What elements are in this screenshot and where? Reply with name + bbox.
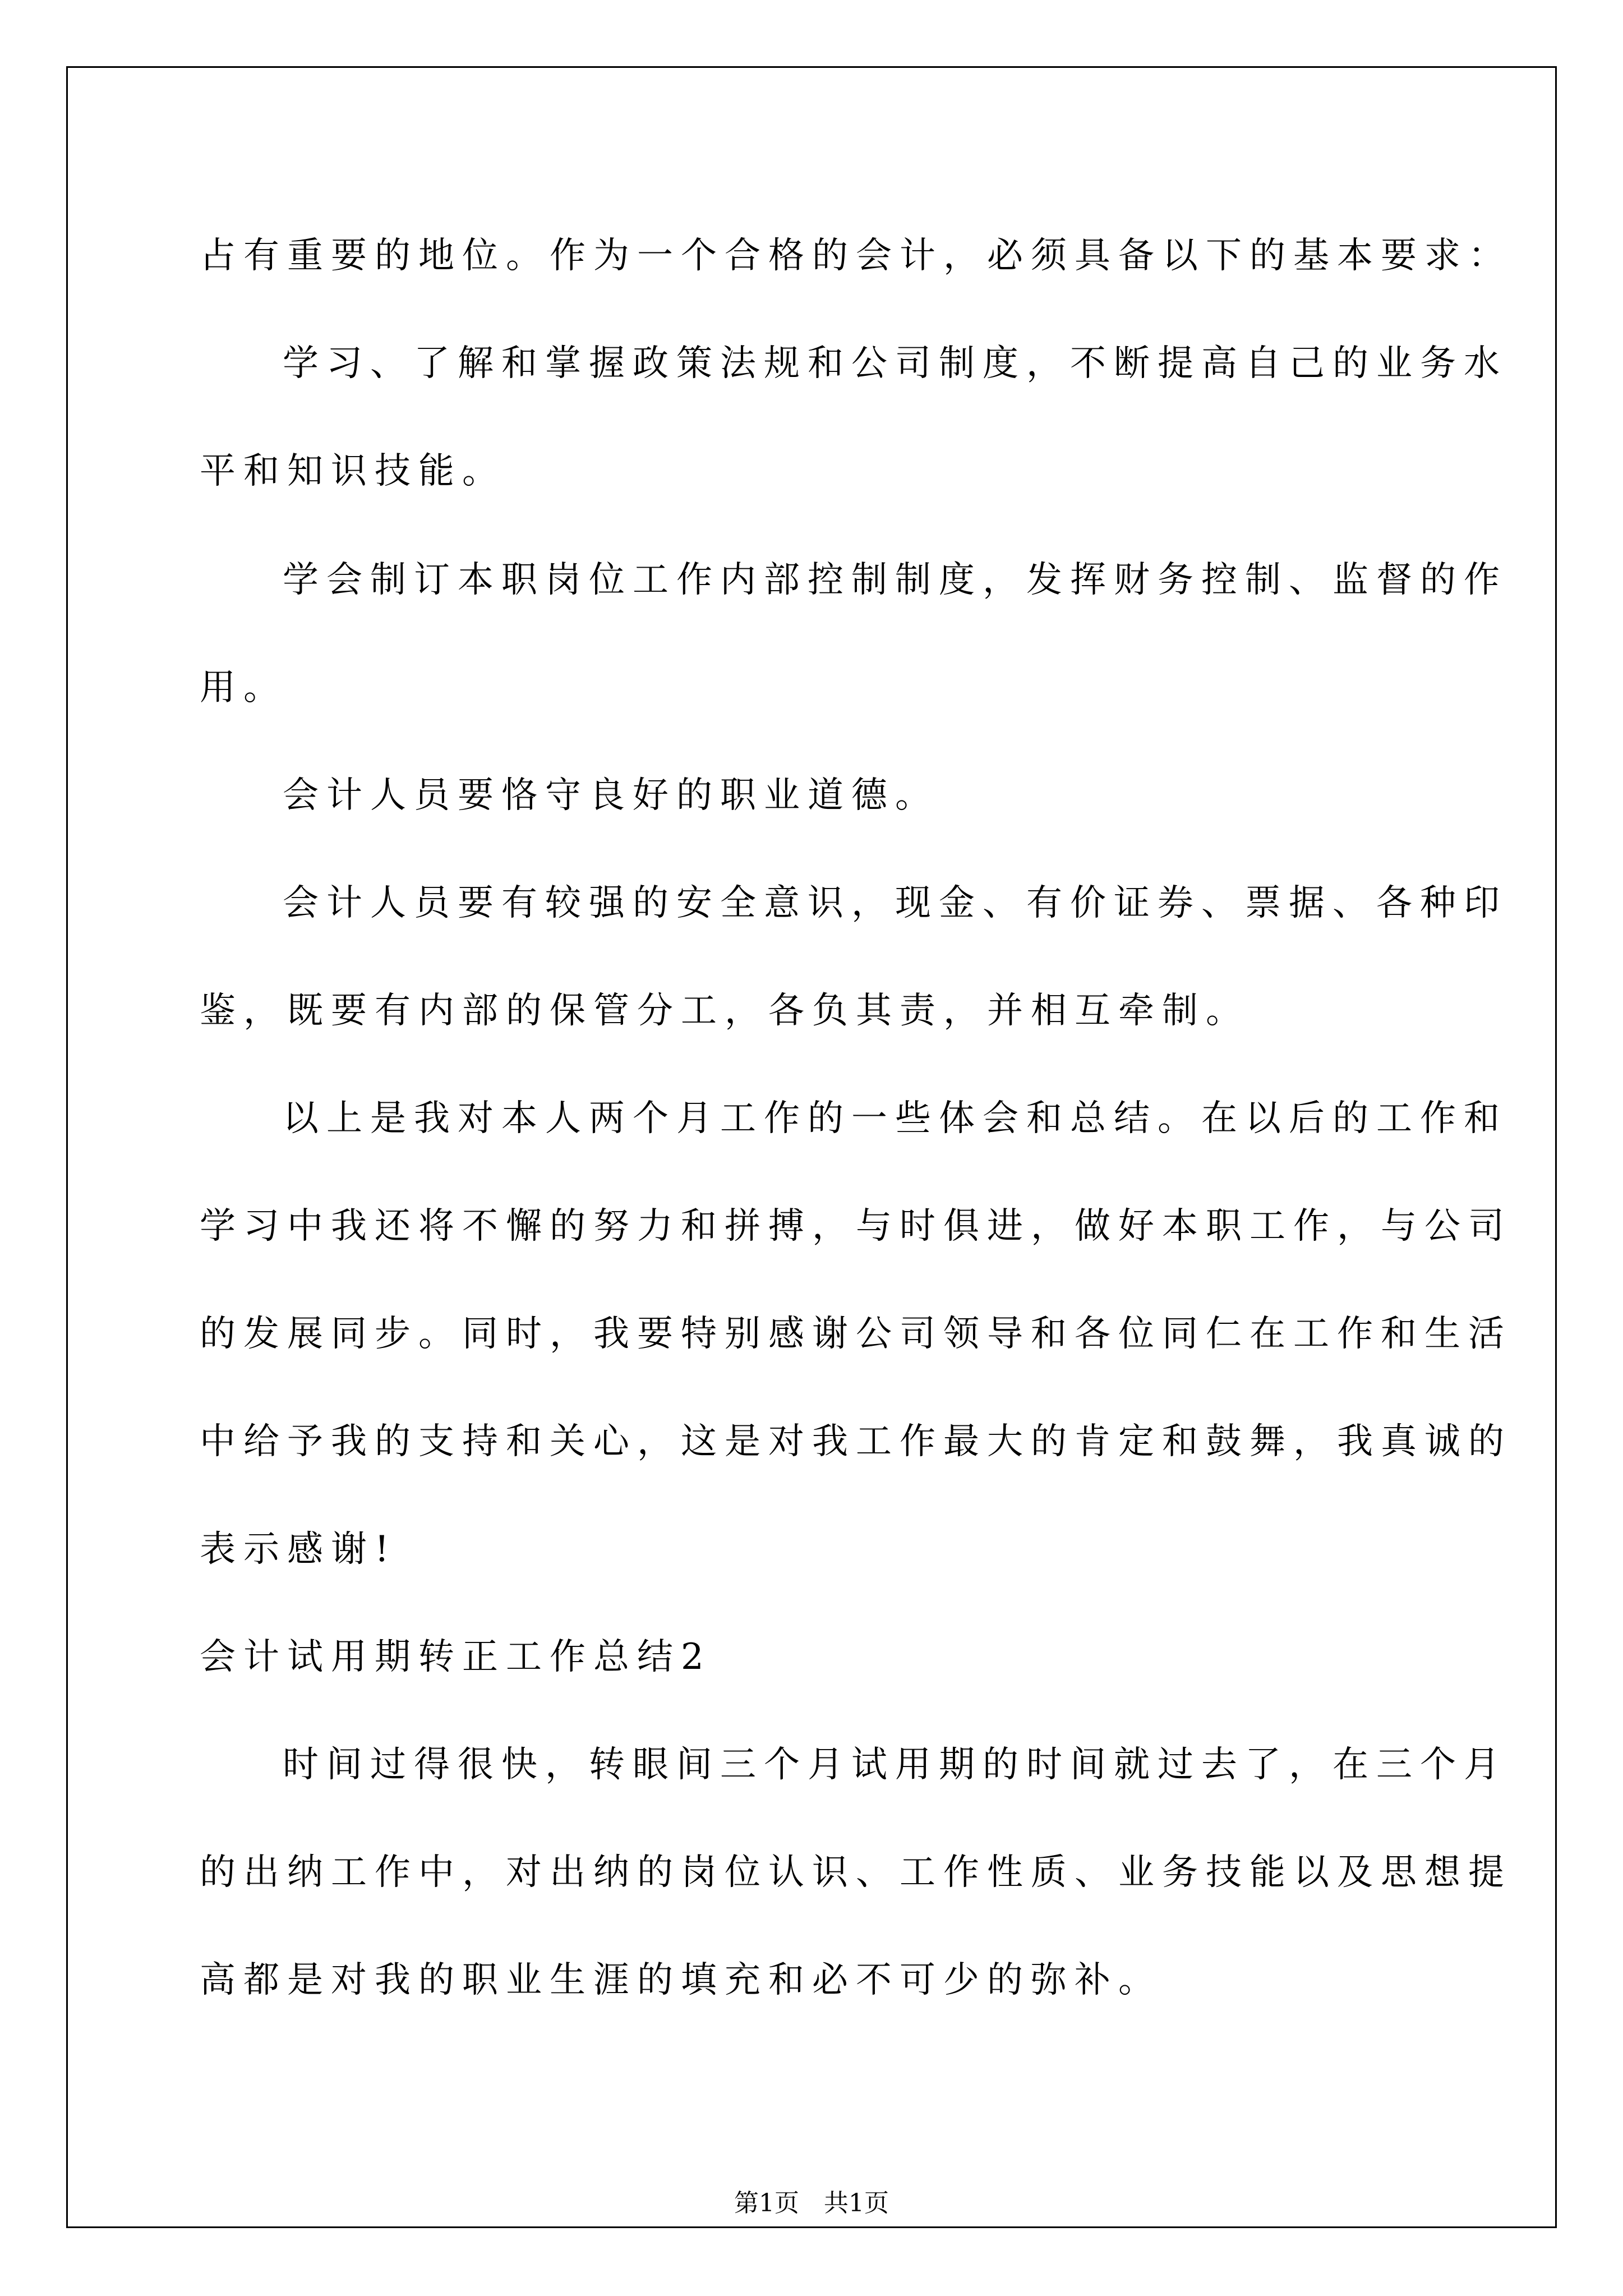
text-line: 的出纳工作中，对出纳的岗位认识、工作性质、业务技能以及思想提	[200, 1852, 1512, 1893]
page-border	[66, 66, 1557, 2228]
text-line: 高都是对我的职业生涯的填充和必不可少的弥补。	[200, 1959, 1162, 2001]
text-line: 用。	[200, 667, 287, 708]
text-line: 平和知识技能。	[200, 450, 506, 492]
text-line: 以上是我对本人两个月工作的一些体会和总结。在以后的工作和	[283, 1098, 1507, 1139]
text-line: 学会制订本职岗位工作内部控制制度，发挥财务控制、监督的作	[283, 559, 1507, 601]
text-line: 会计人员要恪守良好的职业道德。	[283, 775, 939, 816]
text-line: 表示感谢!	[200, 1529, 397, 1570]
text-line: 学习中我还将不懈的努力和拼搏，与时俱进，做好本职工作，与公司	[200, 1205, 1512, 1247]
text-line: 时间过得很快，转眼间三个月试用期的时间就过去了，在三个月	[283, 1744, 1507, 1786]
text-line: 的发展同步。同时，我要特别感谢公司领导和各位同仁在工作和生活	[200, 1313, 1512, 1355]
text-line: 学习、了解和掌握政策法规和公司制度，不断提高自己的业务水	[283, 343, 1507, 384]
text-line: 占有重要的地位。作为一个合格的会计，必须具备以下的基本要求：	[200, 235, 1512, 277]
text-line: 鉴，既要有内部的保管分工，各负其责，并相互牵制。	[200, 990, 1249, 1032]
page-number: 第1页 共1页	[734, 2189, 889, 2217]
text-line: 会计人员要有较强的安全意识，现金、有价证券、票据、各种印	[283, 882, 1507, 924]
section-heading: 会计试用期转正工作总结2	[200, 1636, 712, 1678]
text-line: 中给予我的支持和关心，这是对我工作最大的肯定和鼓舞，我真诚的	[200, 1421, 1512, 1462]
